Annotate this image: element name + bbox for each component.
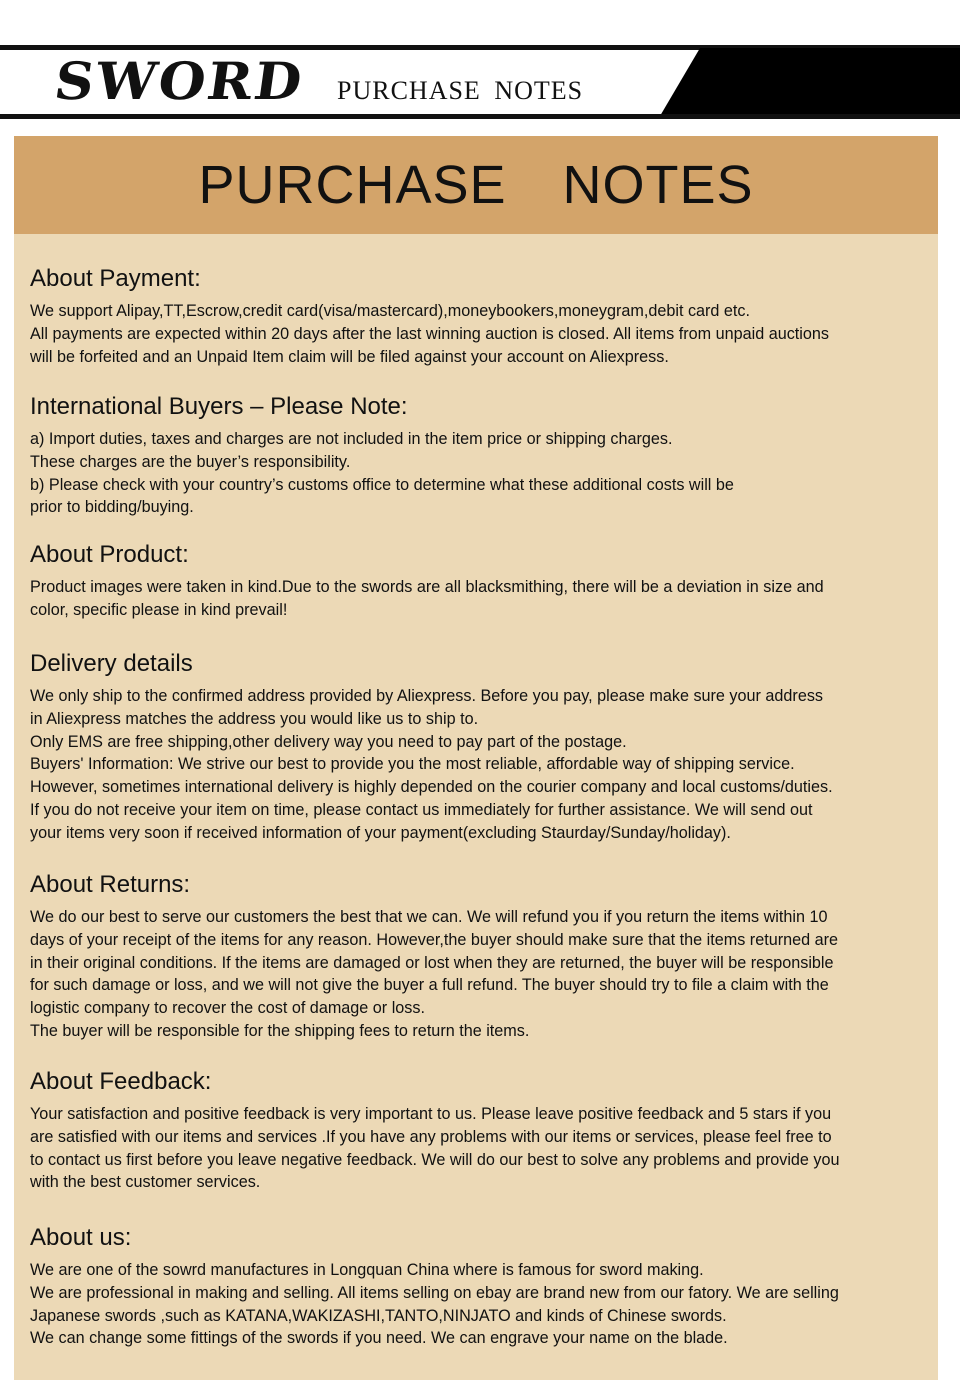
section-line: However, sometimes international delivery is highly depended on the courier company and local customs/duties.	[30, 778, 833, 797]
banner-bottom-rule	[0, 114, 960, 119]
section-line: The buyer will be responsible for the shipping fees to return the items.	[30, 1021, 530, 1040]
section-line: We can change some fittings of the swords if you need. We can engrave your name on the blade.	[30, 1329, 728, 1348]
section-body	[30, 1103, 934, 1194]
section-delivery-details	[30, 649, 934, 845]
section-about-returns	[30, 870, 934, 1043]
banner-black-block	[660, 48, 960, 116]
section-line: Japanese swords ,such as KATANA,WAKIZASHI,TANTO,NINJATO and kinds of Chinese swords.	[30, 1306, 727, 1325]
section-body	[30, 428, 934, 519]
section-international-buyers	[30, 392, 934, 519]
section-line: in Aliexpress matches the address you would like us to ship to.	[30, 709, 479, 728]
section-about-us	[30, 1223, 934, 1350]
section-line: to contact us first before you leave negative feedback. We will do our best to solve any problems and provide you	[30, 1150, 840, 1169]
page-title: PURCHASE NOTES	[198, 155, 754, 215]
section-line: Buyers' Information: We strive our best to provide you the most reliable, affordable way of shipping service.	[30, 755, 795, 774]
section-line: logistic company to recover the cost of damage or loss.	[30, 999, 425, 1018]
banner-subtitle: PURCHASE NOTES	[337, 76, 584, 105]
section-line: your items very soon if received information of your payment(excluding Staurday/Sunday/holiday).	[30, 823, 731, 842]
section-line: We support Alipay,TT,Escrow,credit card(visa/mastercard),moneybookers,moneygram,debit card etc.	[30, 302, 751, 320]
section-heading: About us:	[30, 1224, 132, 1251]
section-heading: About Product:	[30, 541, 189, 568]
section-heading: About Payment:	[30, 265, 201, 292]
section-body	[30, 1259, 934, 1350]
section-body	[30, 906, 934, 1043]
section-line: for such damage or loss, and we will not give the buyer a full refund. The buyer should try to file a claim with the	[30, 976, 829, 995]
section-line: All payments are expected within 20 days after the last winning auction is closed. All items from unpaid auctions	[30, 324, 830, 343]
purchase-notes-panel	[14, 136, 938, 1380]
section-about-product	[30, 540, 934, 622]
section-line: These charges are the buyer’s responsibility.	[30, 452, 351, 471]
section-line: are satisfied with our items and services .If you have any problems with our items or services, please feel free to	[30, 1127, 832, 1146]
section-line: a) Import duties, taxes and charges are not included in the item price or shipping charges.	[30, 430, 673, 448]
section-line: Product images were taken in kind.Due to the swords are all blacksmithing, there will be a deviation in size and	[30, 578, 824, 596]
section-heading: International Buyers – Please Note:	[30, 393, 408, 420]
section-line: color, specific please in kind prevail!	[30, 600, 288, 619]
section-line: We do our best to serve our customers the best that we can. We will refund you if you return the items within 10	[30, 908, 828, 926]
section-line: We are one of the sowrd manufactures in Longquan China where is famous for sword making.	[30, 1261, 704, 1279]
section-heading: About Feedback:	[30, 1068, 212, 1095]
panel-header	[14, 136, 938, 234]
top-banner	[0, 0, 960, 135]
section-body	[30, 685, 934, 845]
section-body	[30, 576, 934, 622]
section-line: We only ship to the confirmed address provided by Aliexpress. Before you pay, please make sure your address	[30, 687, 824, 705]
section-about-payment	[30, 264, 934, 368]
section-line: Your satisfaction and positive feedback is very important to us. Please leave positive feedback and 5 stars if you	[30, 1105, 832, 1123]
section-line: If you do not receive your item on time, please contact us immediately for further assistance. We will send out	[30, 800, 813, 819]
section-heading: About Returns:	[30, 871, 191, 898]
section-line: in their original conditions. If the items are damaged or lost when they are returned, the buyer will be responsible	[30, 953, 834, 972]
sword-logo: SWORD	[50, 50, 308, 112]
section-line: with the best customer services.	[30, 1173, 261, 1192]
section-about-feedback	[30, 1067, 934, 1194]
section-body	[30, 300, 934, 368]
section-line: days of your receipt of the items for any reason. However,the buyer should make sure that the items returned are	[30, 930, 838, 949]
section-line: We are professional in making and selling. All items selling on ebay are brand new from our fatory. We are selling	[30, 1283, 839, 1302]
section-line: will be forfeited and an Unpaid Item claim will be filed against your account on Aliexpress.	[30, 347, 669, 366]
section-line: Only EMS are free shipping,other delivery way you need to pay part of the postage.	[30, 732, 627, 751]
section-heading: Delivery details	[30, 650, 193, 677]
section-line: prior to bidding/buying.	[30, 498, 194, 517]
section-line: b) Please check with your country’s customs office to determine what these additional costs will be	[30, 475, 734, 494]
